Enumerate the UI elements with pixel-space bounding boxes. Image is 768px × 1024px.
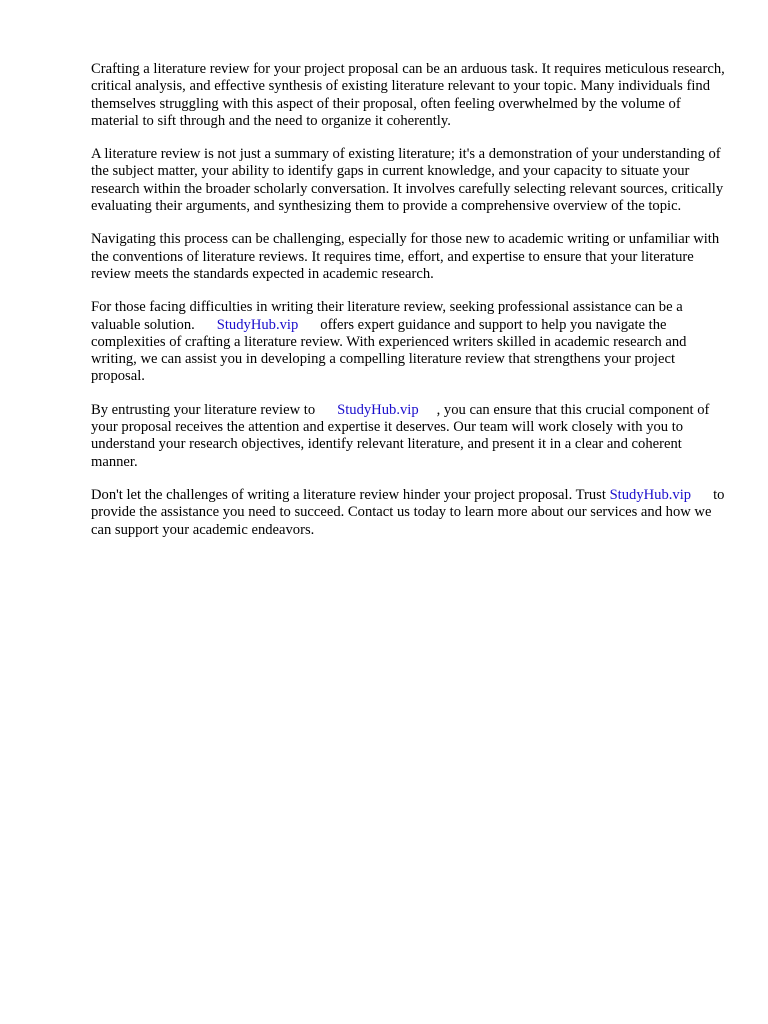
studyhub-link[interactable]: StudyHub.vip [337, 401, 419, 418]
studyhub-link[interactable]: StudyHub.vip [609, 486, 692, 503]
paragraph-challenges: Navigating this process can be challenging, especially for those new to academic writing or unfamiliar with the conventions of literature reviews. It requires time, effort, and expertise to ensure that your literature review meets the standards expected in academic research. [91, 231, 720, 282]
studyhub-link[interactable]: StudyHub.vip [216, 316, 299, 333]
paragraph-definition: A literature review is not just a summary of existing literature; it's a demonstration of your understanding of the subject matter, your ability to identify gaps in current knowledge, and your capacity to situate your research within the broader scholarly conversation. It involves carefully selecting relevant sources, critically evaluating their arguments, and synthesizing them to provide a comprehensive overview of the topic. [91, 146, 724, 215]
paragraph-assistance-text-after: offers expert guidance and support to help you navigate the complexities of crafting a literature review. With experienced writers skilled in academic research and writing, we can assist you in developing a compelling literature review that strengthens your project proposal. [91, 316, 687, 385]
paragraph-closing [91, 487, 731, 539]
paragraph-closing-text-after: to provide the assistance you need to succeed. Contact us today to learn more about our services and how we can support your academic endeavors. [91, 486, 725, 538]
paragraph-entrusting-text-after: , you can ensure that this crucial component of your proposal receives the attention and expertise it deserves. Our team will work closely with you to understand your research objectives, identify relevant literature, and present it in a clear and coherent manner. [91, 401, 710, 470]
paragraph-entrusting-text-before: By entrusting your literature review to [91, 401, 316, 418]
paragraph-intro: Crafting a literature review for your project proposal can be an arduous task. It requires meticulous research, critical analysis, and effective synthesis of existing literature relevant to your topic. Many individuals find themselves struggling with this aspect of their proposal, often feeling overwhelmed by the volume of material to sift through and the need to organize it coherently. [91, 61, 725, 129]
paragraph-assistance-text-before: For those facing difficulties in writing their literature review, seeking professional assistance can be a valuable solution. [91, 299, 683, 333]
paragraph-closing-text-before: Don't let the challenges of writing a literature review hinder your project proposal. Trust [91, 486, 606, 503]
paragraph-assistance [91, 299, 731, 385]
paragraph-entrusting [91, 402, 731, 471]
document-body [91, 61, 731, 555]
